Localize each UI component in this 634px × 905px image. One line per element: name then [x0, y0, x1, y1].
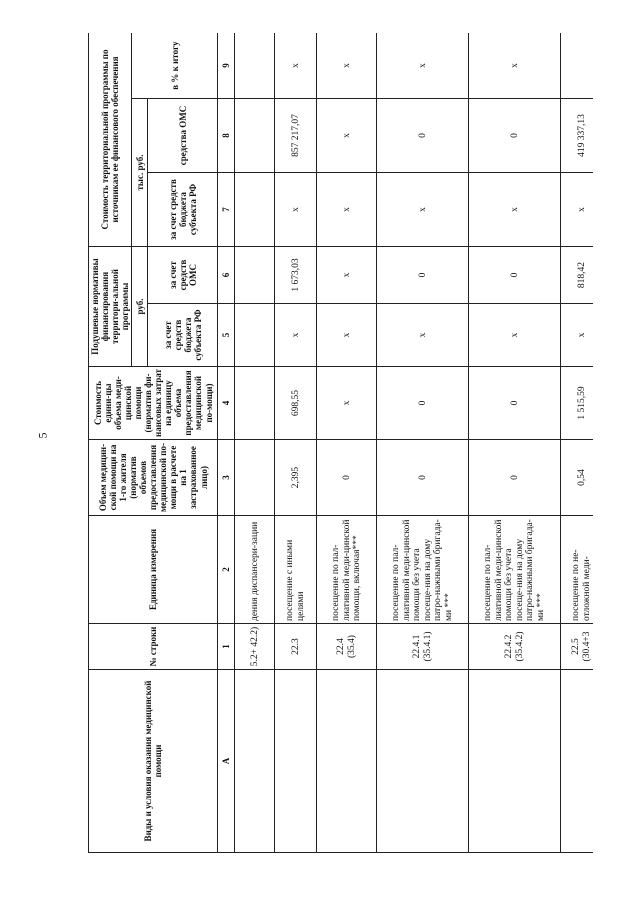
header-budget-2: за счет средств бюджета субъекта РФ [148, 173, 218, 247]
cell-budget: x [377, 304, 469, 367]
cell-volume: 0 [469, 440, 561, 516]
table-row [235, 33, 275, 853]
header-rub: руб. [132, 247, 148, 367]
cell-oms-total: 419 337,13 [561, 99, 593, 173]
cell-volume: 0 [317, 440, 377, 516]
cell-cost [235, 367, 275, 440]
cell-oms: x [317, 247, 377, 304]
cell-volume: 0 [377, 440, 469, 516]
col-num: 7 [218, 173, 235, 247]
header-oms: за счет средств ОМС [148, 247, 218, 304]
cell-cost: 0 [377, 367, 469, 440]
col-num: 5 [218, 304, 235, 367]
cell-cost: 1 515,59 [561, 367, 593, 440]
header-volume: Объем медицин-ской помощи на 1-го жителя (норматив объемов предоставления медицинской по-мощи в расчете на 1 застрахованное лицо) [89, 440, 218, 516]
cell-type [235, 670, 275, 853]
cell-oms-total [235, 99, 275, 173]
cell-budget-total [235, 173, 275, 247]
cell-oms: 1 673,03 [275, 247, 317, 304]
col-num: 8 [218, 99, 235, 173]
header-thous-rub: тыс. руб. [132, 99, 148, 247]
cell-budget-total: x [275, 173, 317, 247]
cell-budget: x [561, 304, 593, 367]
col-num: 3 [218, 440, 235, 516]
cell-type [469, 670, 561, 853]
cell-percent: x [317, 33, 377, 99]
cell-row-no: 22.4 (35.4) [317, 624, 377, 670]
cell-unit: дения диспансери-зации [235, 516, 275, 624]
table-stage [88, 33, 593, 853]
cell-unit: посещение по пал-лиативной меди-цинской помощи без учета посеще-ния на дому патро-нажными бригада-ми *** [377, 516, 469, 624]
cell-volume: 2,395 [275, 440, 317, 516]
cell-oms-total: 857 217,07 [275, 99, 317, 173]
cell-oms: 0 [469, 247, 561, 304]
page-number: 5 [35, 432, 50, 439]
cell-budget: x [275, 304, 317, 367]
cell-oms-total: 0 [469, 99, 561, 173]
cell-budget-total: x [317, 173, 377, 247]
cell-oms: 818,42 [561, 247, 593, 304]
table-row [561, 33, 593, 853]
cell-budget-total: x [377, 173, 469, 247]
header-budget: за счет средств бюджета субъекта РФ [148, 304, 218, 367]
cell-row-no: 22.3 [275, 624, 317, 670]
cell-type [377, 670, 469, 853]
cell-percent [561, 33, 593, 99]
cell-oms-total: x [317, 99, 377, 173]
col-num: 6 [218, 247, 235, 304]
cell-percent: x [275, 33, 317, 99]
cell-oms: 0 [377, 247, 469, 304]
column-number-row [218, 33, 235, 853]
cell-row-no: 22.5 (30.4+3 [561, 624, 593, 670]
cell-cost: x [317, 367, 377, 440]
col-num: А [218, 670, 235, 853]
cell-type [561, 670, 593, 853]
cell-percent [235, 33, 275, 99]
cell-budget: x [317, 304, 377, 367]
col-num: 9 [218, 33, 235, 99]
cell-type [275, 670, 317, 853]
cell-budget-total: x [469, 173, 561, 247]
cell-percent: x [377, 33, 469, 99]
cell-budget-total: x [561, 173, 593, 247]
header-types: Виды и условия оказания медицинской помощи [89, 670, 218, 853]
cell-budget: x [469, 304, 561, 367]
cell-unit: посещение по не-отложной меди- [561, 516, 593, 624]
header-oms-funds: средства ОМС [148, 99, 218, 173]
col-num: 2 [218, 516, 235, 624]
cell-unit: посещение по пал-лиативной меди-цинской помощи, включая*** [317, 516, 377, 624]
cell-volume: 0,54 [561, 440, 593, 516]
cell-volume [235, 440, 275, 516]
header-cost: Стоимость едини-цы объема меди-цинской помощи (норматив фи-нансовых затрат на единицу объема предоставления медицинской по-мощи) [89, 367, 218, 440]
cell-row-no: 22.4.1 (35.4.1) [377, 624, 469, 670]
cell-cost: 0 [469, 367, 561, 440]
header-row-no: № строки [89, 624, 218, 670]
col-num: 4 [218, 367, 235, 440]
table-row [377, 33, 469, 853]
cell-oms [235, 247, 275, 304]
header-cost-program: Стоимость территориальной программы по источникам ее финансового обеспечения [89, 33, 132, 247]
cell-row-no: 22.4.2 (35.4.2) [469, 624, 561, 670]
rotated-table-wrapper [88, 33, 593, 853]
table-row [469, 33, 561, 853]
col-num: 1 [218, 624, 235, 670]
header-per-capita: Подушевые нормативы финансирования территори-альной программы [89, 247, 132, 367]
cell-oms-total: 0 [377, 99, 469, 173]
cell-cost: 698,55 [275, 367, 317, 440]
cell-row-no: 5.2+ 42.2) [235, 624, 275, 670]
header-percent: в % к итогу [132, 33, 218, 99]
cell-type [317, 670, 377, 853]
cell-unit: посещение с иными целями [275, 516, 317, 624]
cell-budget [235, 304, 275, 367]
program-cost-table [88, 33, 593, 853]
cell-unit: посещение по пал-лиативной меди-цинской помощи без учета посеще-ния на дому патро-нажными бригада-ми *** [469, 516, 561, 624]
cell-percent: x [469, 33, 561, 99]
table-row [275, 33, 317, 853]
table-row [317, 33, 377, 853]
header-unit: Единица измерения [89, 516, 218, 624]
